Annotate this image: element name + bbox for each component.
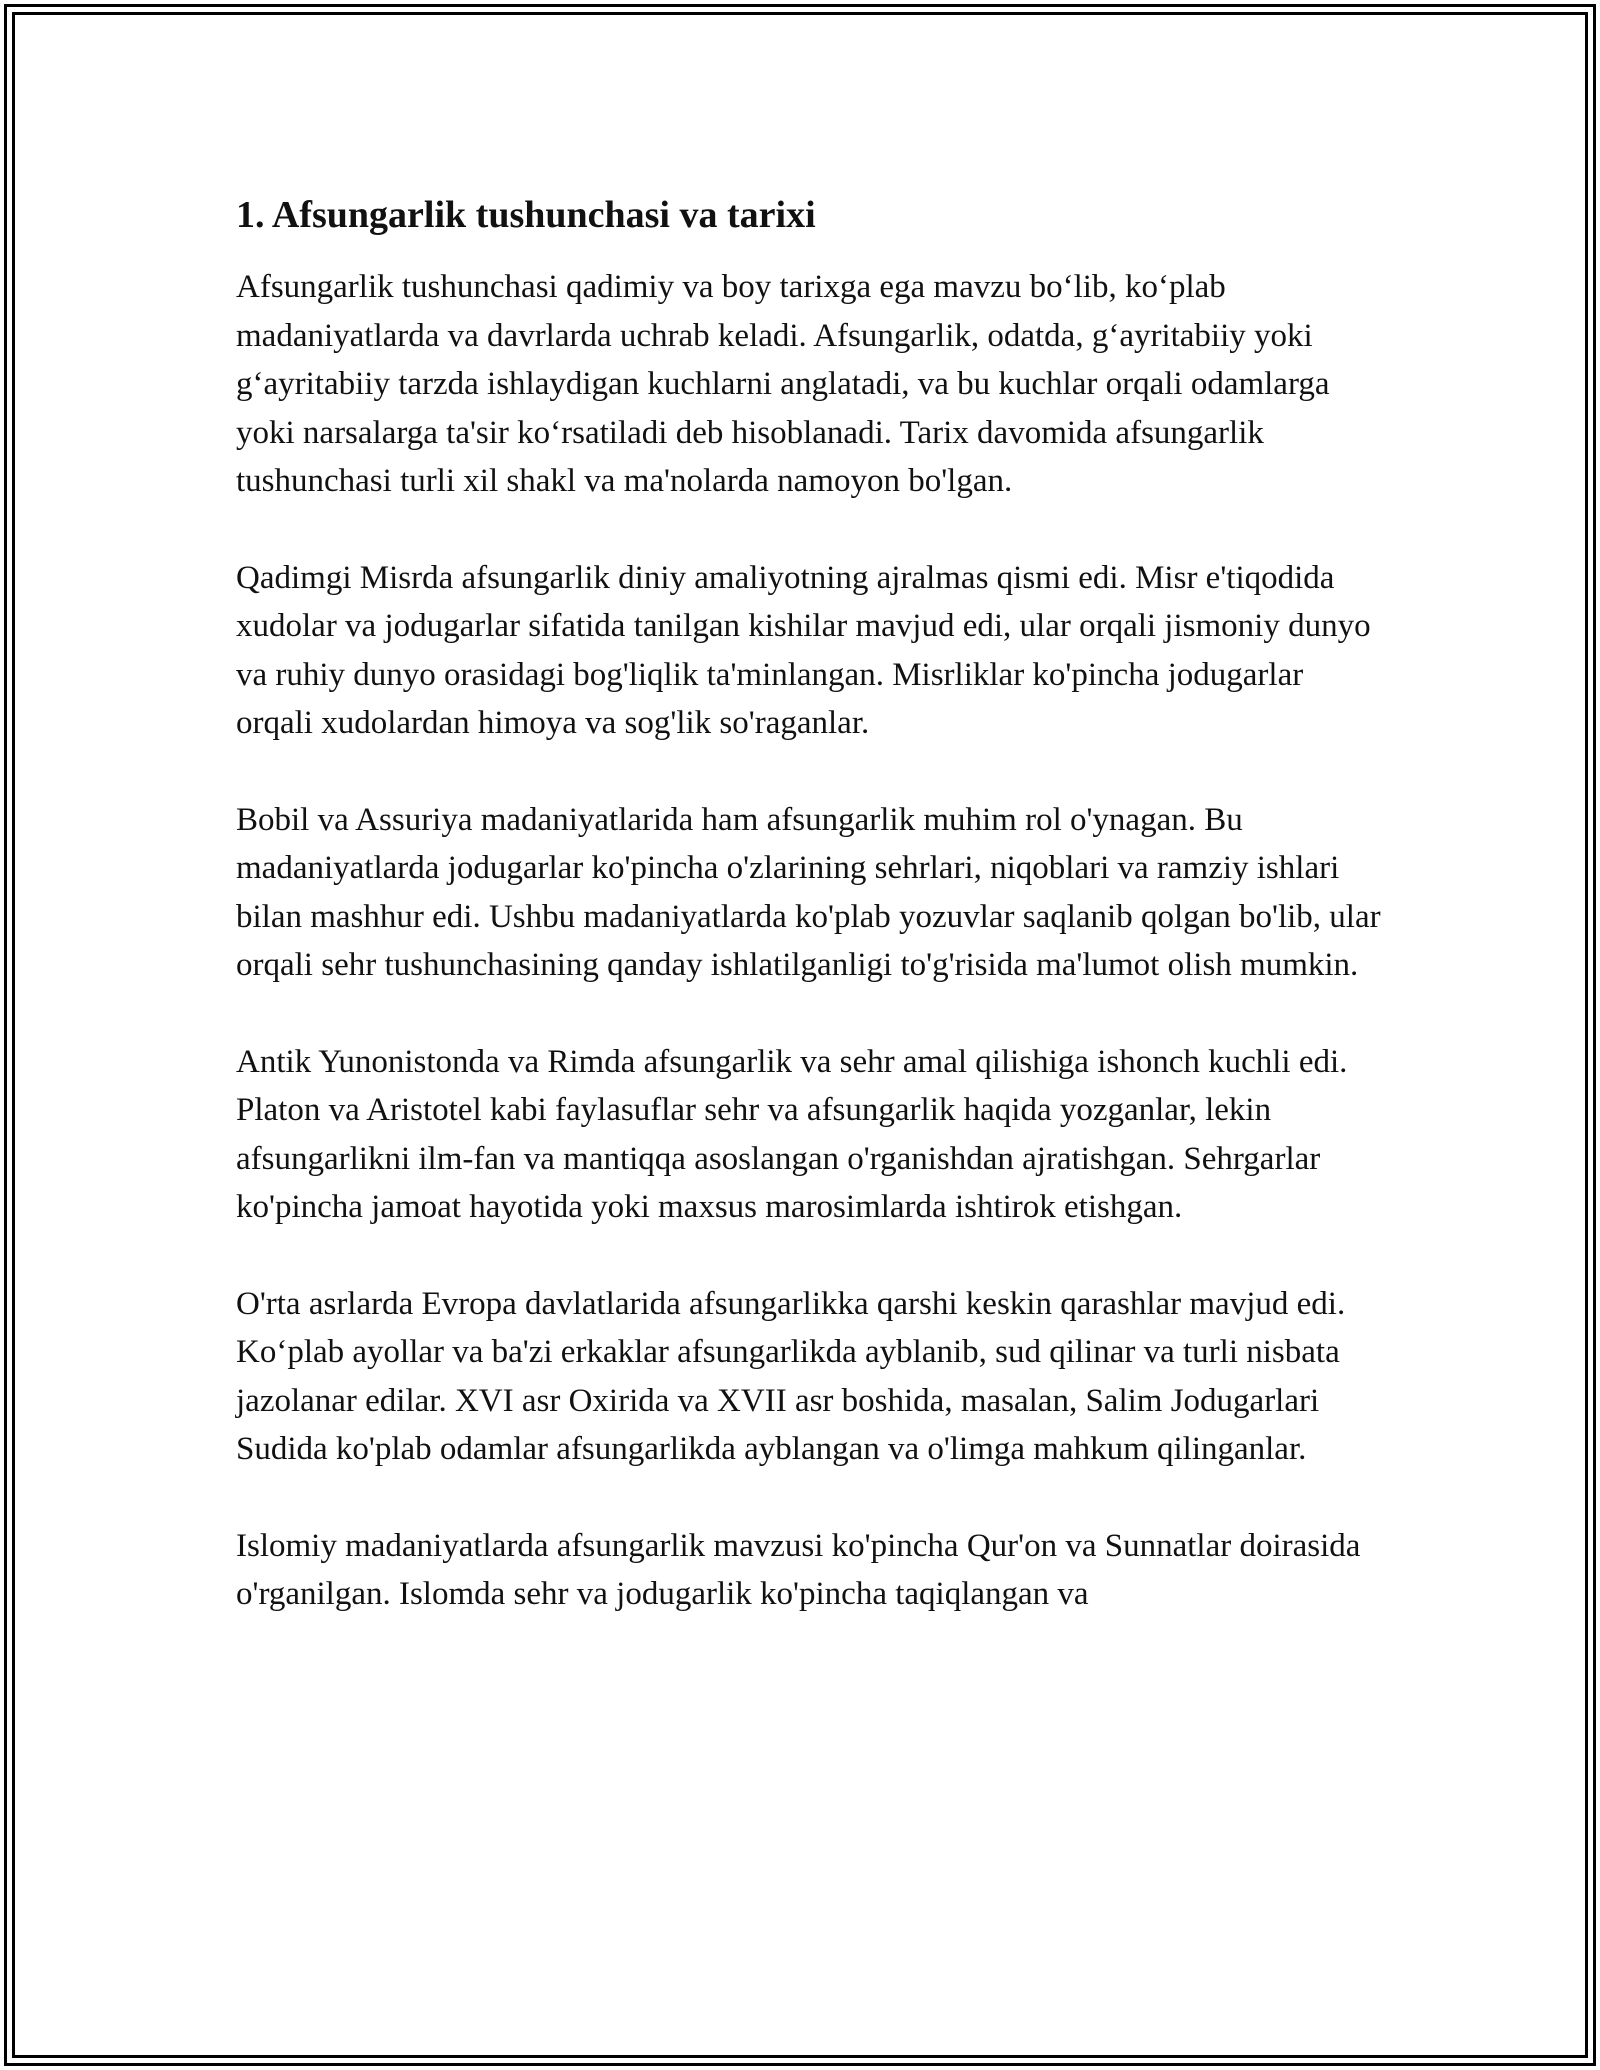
document-page <box>236 185 1386 1667</box>
section-heading: 1. Afsungarlik tushunchasi va tarixi <box>236 194 816 236</box>
paragraph-egypt: Qadimgi Misrda afsungarlik diniy amaliyotning ajralmas qismi edi. Misr e'tiqodida xudolar va jodugarlar sifatida tanilgan kishilar mavjud edi, ular orqali jismoniy dunyo va ruhiy dunyo orasidagi bog'liqlik ta'minlangan. Misrliklar ko'pincha jodugarlar orqali xudolardan himoya va sog'lik so'raganlar. <box>236 559 1371 741</box>
paragraph-greece-rome: Antik Yunonistonda va Rimda afsungarlik va sehr amal qilishiga ishonch kuchli edi. Platon va Aristotel kabi faylasuflar sehr va afsungarlik haqida yozganlar, lekin afsungarlikni ilm-fan va mantiqqa asoslangan o'rganishdan ajratishgan. Sehrgarlar ko'pincha jamoat hayotida yoki maxsus marosimlarda ishtirok etishgan. <box>236 1043 1348 1225</box>
paragraph-intro: Afsungarlik tushunchasi qadimiy va boy tarixga ega mavzu bo‘lib, ko‘plab madaniyatlarda va davrlarda uchrab keladi. Afsungarlik, odatda, g‘ayritabiiy yoki g‘ayritabiiy tarzda ishlaydigan kuchlarni anglatadi, va bu kuchlar orqali odamlarga yoki narsalarga ta'sir ko‘rsatiladi deb hisoblanadi. Tarix davomida afsungarlik tushunchasi turli xil shakl va ma'nolarda namoyon bo'lgan. <box>236 269 1330 499</box>
paragraph-islamic: Islomiy madaniyatlarda afsungarlik mavzusi ko'pincha Qur'on va Sunnatlar doirasida o'rganilgan. Islomda sehr va jodugarlik ko'pincha taqiqlangan va <box>236 1527 1361 1612</box>
paragraph-babylon-assyria: Bobil va Assuriya madaniyatlarida ham afsungarlik muhim rol o'ynagan. Bu madaniyatlarda jodugarlar ko'pincha o'zlarining sehrlari, niqoblari va ramziy ishlari bilan mashhur edi. Ushbu madaniyatlarda ko'plab yozuvlar saqlanib qolgan bo'lib, ular orqali sehr tushunchasining qanday ishlatilganligi to'g'risida ma'lumot olish mumkin. <box>236 801 1381 983</box>
paragraph-middle-ages: O'rta asrlarda Evropa davlatlarida afsungarlikka qarshi keskin qarashlar mavjud edi. Ko‘plab ayollar va ba'zi erkaklar afsungarlikda ayblanib, sud qilinar va turli nisbata jazolanar edilar. XVI asr Oxirida va XVII asr boshida, masalan, Salim Jodugarlari Sudida ko'plab odamlar afsungarlikda ayblangan va o'limga mahkum qilinganlar. <box>236 1285 1346 1467</box>
